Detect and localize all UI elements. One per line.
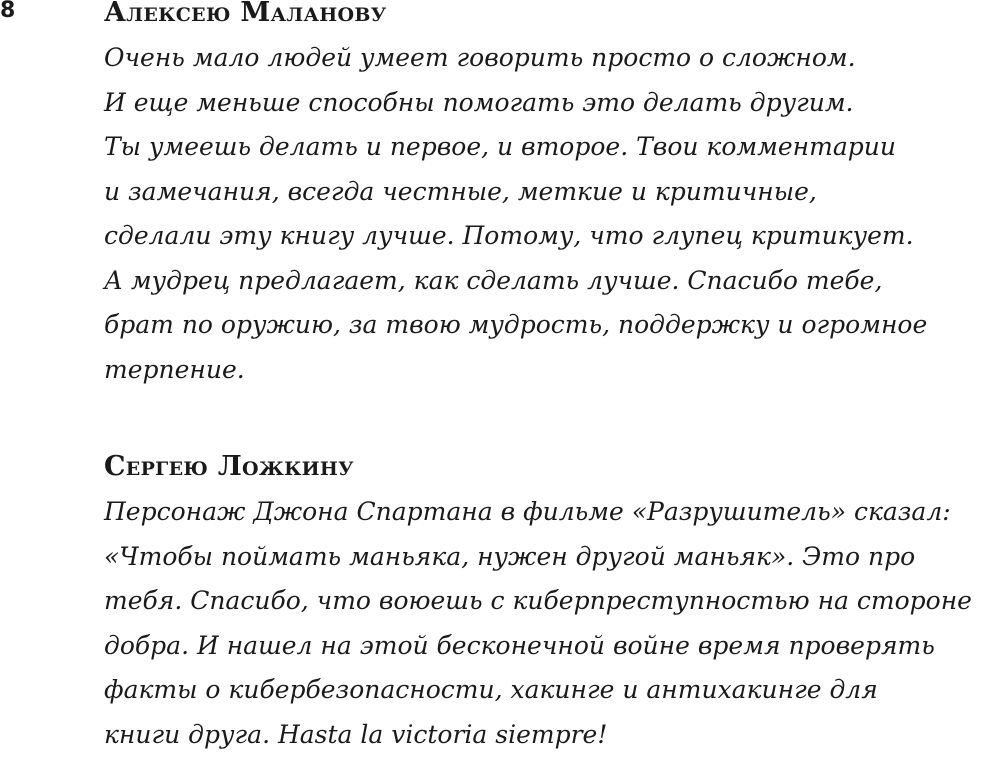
text-line: Персонаж Джона Спартана в фильме «Разрушитель» сказал:	[104, 497, 951, 526]
text-line: «Чтобы поймать маньяка, нужен другой маньяк». Это про	[104, 541, 916, 571]
text-line: сделали эту книгу лучше. Потому, что глупец критикует.	[104, 221, 914, 250]
section-heading: Алексею Маланову	[104, 0, 387, 28]
text-line: А мудрец предлагает, как сделать лучше. Спасибо тебе,	[104, 265, 883, 295]
section-body	[104, 36, 927, 392]
dedication-section	[104, 452, 972, 757]
text-line: тебя. Спасибо, что воюешь с киберпреступностью на стороне	[104, 586, 972, 615]
text-line: Очень мало людей умеет говорить просто о сложном.	[104, 43, 856, 72]
text-line: Ты умеешь делать и первое, и второе. Твои комментарии	[104, 132, 896, 161]
text-line: факты о кибербезопасности, хакинге и антихакинге для	[104, 675, 878, 704]
text-line: брат по оружию, за твою мудрость, поддержку и огромное	[104, 310, 928, 339]
section-body	[104, 490, 972, 757]
text-line: добра. И нашел на этой бесконечной войне время проверять	[104, 630, 935, 660]
text-line: И еще меньше способны помогать это делать другим.	[104, 87, 854, 117]
section-heading: Сергею Ложкину	[104, 451, 354, 482]
text-line: книги друга. Hasta la victoria siempre!	[104, 719, 608, 749]
text-line: и замечания, всегда честные, меткие и критичные,	[104, 176, 817, 206]
dedication-section	[104, 0, 927, 392]
page-number: 8	[0, 0, 16, 23]
text-line: терпение.	[104, 354, 245, 384]
